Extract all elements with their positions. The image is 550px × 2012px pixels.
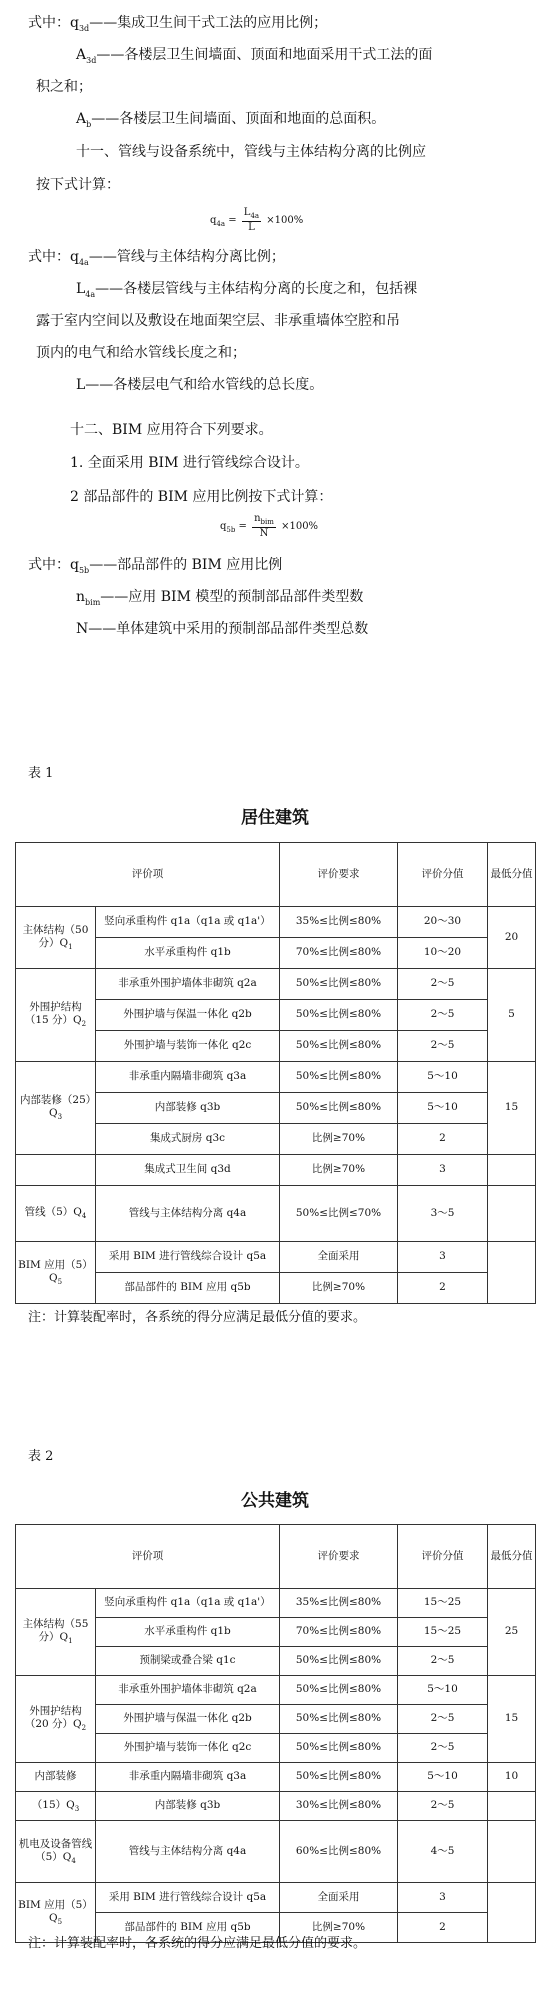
header-requirement: 评价要求 <box>280 1525 398 1589</box>
group-label: BIM 应用$(5)Q_5$ <box>16 1883 96 1943</box>
score-cell: 5～10 <box>398 1763 488 1792</box>
line-l-def: L——各楼层电气和给水管线的总长度。 <box>76 377 324 393</box>
req-cell: 50%≤比例≤80% <box>280 1705 398 1734</box>
item-cell: 部品部件的 BIM 应用 q5b <box>96 1913 280 1943</box>
bim-item-2: 2 部品部件的 BIM 应用比例按下式计算： <box>70 489 333 505</box>
line-l4a-cont2: 顶内的电气和给水管线长度之和； <box>36 345 246 361</box>
group-label: 外围护结构（15 分）$Q_2$ <box>16 969 96 1062</box>
score-cell: 2～5 <box>398 969 488 1000</box>
line-n-def: N——单体建筑中采用的预制部品部件类型总数 <box>76 621 369 637</box>
score-cell: 2 <box>398 1273 488 1304</box>
score-cell: 3 <box>398 1883 488 1913</box>
group-label: 主体结构（50 分）$Q_1$ <box>16 907 96 969</box>
table1-label: 表 1 <box>28 766 54 781</box>
item-cell: 水平承重构件 q1b <box>96 938 280 969</box>
table2-title: 公共建筑 <box>241 1491 309 1511</box>
req-cell: 50%≤比例≤80% <box>280 1093 398 1124</box>
score-cell: 5～10 <box>398 1093 488 1124</box>
score-cell: 20～30 <box>398 907 488 938</box>
group-label: BIM 应用$(5)Q_5$ <box>16 1242 96 1304</box>
min-cell: 5 <box>488 969 536 1062</box>
score-cell: 15～25 <box>398 1589 488 1618</box>
table2-header-row <box>16 1525 536 1589</box>
score-cell: 15～25 <box>398 1618 488 1647</box>
item-cell: 内部装修 q3b <box>96 1093 280 1124</box>
table-row <box>16 1062 536 1093</box>
table1-title: 居住建筑 <box>241 808 309 828</box>
group-label: 内部装修 <box>16 1763 96 1792</box>
item-cell: 预制梁或叠合梁 q1c <box>96 1647 280 1676</box>
item-cell: 非承重外围护墙体非砌筑 q2a <box>96 969 280 1000</box>
item-cell: 采用 BIM 进行管线综合设计 q5a <box>96 1883 280 1913</box>
min-cell <box>488 1792 536 1821</box>
score-cell: 3 <box>398 1242 488 1273</box>
req-cell: 70%≤比例≤80% <box>280 1618 398 1647</box>
item-cell: 竖向承重构件 q1a（q1a 或 q1a'） <box>96 1589 280 1618</box>
table1-header-row <box>16 843 536 907</box>
line-q3d-def: 式中：$q_{3d}——$集成卫生间干式工法的应用比例； <box>28 15 328 33</box>
req-cell: 30%≤比例≤80% <box>280 1792 398 1821</box>
score-cell: 2～5 <box>398 1705 488 1734</box>
group-label: 机电及设备管线$(5)Q_4$ <box>16 1821 96 1883</box>
section-eleven-heading: 十一、管线与设备系统中，管线与主体结构分离的比例应 <box>76 144 426 160</box>
score-cell: 2 <box>398 1913 488 1943</box>
table-row <box>16 969 536 1000</box>
item-cell: 非承重内隔墙非砌筑 q3a <box>96 1062 280 1093</box>
item-cell: 非承重外围护墙体非砌筑 q2a <box>96 1676 280 1705</box>
item-cell: 内部装修 q3b <box>96 1792 280 1821</box>
req-cell: 全面采用 <box>280 1883 398 1913</box>
line-a3d-cont: 积之和； <box>36 79 92 95</box>
line-l4a-def: $L_{4a}——$各楼层管线与主体结构分离的长度之和，包括裸 <box>76 281 418 299</box>
item-cell: 集成式卫生间 q3d <box>96 1155 280 1186</box>
item-cell: 水平承重构件 q1b <box>96 1618 280 1647</box>
table2 <box>15 1524 536 1943</box>
group-label: 外围护结构（20 分）$Q_2$ <box>16 1676 96 1763</box>
group-label: 内部装修$(25)Q_3$ <box>16 1062 96 1155</box>
group-label: $(15)Q_3$ <box>16 1792 96 1821</box>
section-eleven-cont: 按下式计算： <box>36 177 120 193</box>
score-cell: 3～5 <box>398 1186 488 1242</box>
req-cell: 60%≤比例≤80% <box>280 1821 398 1883</box>
header-requirement: 评价要求 <box>280 843 398 907</box>
score-cell: 2～5 <box>398 1647 488 1676</box>
table-row <box>16 1589 536 1618</box>
min-cell <box>488 1186 536 1242</box>
req-cell: 50%≤比例≤80% <box>280 1734 398 1763</box>
score-cell: 2～5 <box>398 1000 488 1031</box>
table-row <box>16 907 536 938</box>
section-twelve-heading: 十二、BIM 应用符合下列要求。 <box>70 422 273 438</box>
req-cell: 50%≤比例≤80% <box>280 1676 398 1705</box>
min-cell: 25 <box>488 1589 536 1676</box>
header-score: 评价分值 <box>398 1525 488 1589</box>
item-cell: 管线与主体结构分离 q4a <box>96 1186 280 1242</box>
header-min: 最低分值 <box>488 1525 536 1589</box>
table-row <box>16 1821 536 1883</box>
req-cell: 50%≤比例≤80% <box>280 969 398 1000</box>
min-cell <box>488 1821 536 1883</box>
table-row <box>16 1186 536 1242</box>
header-item: 评价项 <box>16 1525 280 1589</box>
group-label-empty <box>16 1155 96 1186</box>
score-cell: 2～5 <box>398 1792 488 1821</box>
item-cell: 竖向承重构件 q1a（q1a 或 q1a'） <box>96 907 280 938</box>
formula-q5b: $q_{5b}$ = $\frac{n_{bim}}{N}$ ×100% <box>220 513 319 539</box>
score-cell: 2～5 <box>398 1031 488 1062</box>
item-cell: 外围护墙与保温一体化 q2b <box>96 1705 280 1734</box>
table-row <box>16 1883 536 1913</box>
line-nbim-def: $n_{bim}——$应用 BIM 模型的预制部品部件类型数 <box>76 589 364 607</box>
formula-q4a: $q_{4a}$ = $\frac{L_{4a}}{L}$ ×100% <box>210 207 304 233</box>
item-cell: 部品部件的 BIM 应用 q5b <box>96 1273 280 1304</box>
line-q5b-def: 式中：$q_{5b}——$部品部件的 BIM 应用比例 <box>28 557 283 575</box>
req-cell: 70%≤比例≤80% <box>280 938 398 969</box>
table1-note: 注：计算装配率时，各系统的得分应满足最低分值的要求。 <box>28 1310 367 1325</box>
table-row <box>16 1155 536 1186</box>
req-cell: 比例≥70% <box>280 1273 398 1304</box>
group-label: 主体结构（55 分）$Q_1$ <box>16 1589 96 1676</box>
req-cell: 50%≤比例≤80% <box>280 1062 398 1093</box>
table-row <box>16 1676 536 1705</box>
item-cell: 集成式厨房 q3c <box>96 1124 280 1155</box>
score-cell: 3 <box>398 1155 488 1186</box>
item-cell: 外围护墙与装饰一体化 q2c <box>96 1031 280 1062</box>
min-cell <box>488 1155 536 1186</box>
item-cell: 外围护墙与保温一体化 q2b <box>96 1000 280 1031</box>
table-row <box>16 1763 536 1792</box>
line-ab-def: $A_b——$各楼层卫生间墙面、顶面和地面的总面积。 <box>76 111 386 129</box>
header-item: 评价项 <box>16 843 280 907</box>
item-cell: 非承重内隔墙非砌筑 q3a <box>96 1763 280 1792</box>
table2-note: 注：计算装配率时，各系统的得分应满足最低分值的要求。 <box>28 1936 367 1951</box>
item-cell: 管线与主体结构分离 q4a <box>96 1821 280 1883</box>
min-cell: 10 <box>488 1763 536 1792</box>
line-l4a-cont1: 露于室内空间以及敷设在地面架空层、非承重墙体空腔和吊 <box>36 313 400 329</box>
table2-label: 表 2 <box>28 1449 54 1464</box>
req-cell: 比例≥70% <box>280 1913 398 1943</box>
item-cell: 外围护墙与装饰一体化 q2c <box>96 1734 280 1763</box>
req-cell: 50%≤比例≤80% <box>280 1000 398 1031</box>
min-cell: 20 <box>488 907 536 969</box>
score-cell: 2～5 <box>398 1734 488 1763</box>
req-cell: 比例≥70% <box>280 1155 398 1186</box>
req-cell: 50%≤比例≤80% <box>280 1031 398 1062</box>
score-cell: 10～20 <box>398 938 488 969</box>
req-cell: 35%≤比例≤80% <box>280 1589 398 1618</box>
score-cell: 2 <box>398 1124 488 1155</box>
line-q4a-def: 式中：$q_{4a}——$管线与主体结构分离比例； <box>28 249 285 267</box>
req-cell: 比例≥70% <box>280 1124 398 1155</box>
table1 <box>15 842 536 1304</box>
table-row <box>16 1242 536 1273</box>
item-cell: 采用 BIM 进行管线综合设计 q5a <box>96 1242 280 1273</box>
min-cell <box>488 1242 536 1304</box>
group-label: 管线$(5)Q_4$ <box>16 1186 96 1242</box>
min-cell <box>488 1883 536 1943</box>
req-cell: 50%≤比例≤70% <box>280 1186 398 1242</box>
score-cell: 4～5 <box>398 1821 488 1883</box>
score-cell: 5～10 <box>398 1062 488 1093</box>
score-cell: 5～10 <box>398 1676 488 1705</box>
table-row <box>16 1792 536 1821</box>
min-cell: 15 <box>488 1062 536 1155</box>
req-cell: 35%≤比例≤80% <box>280 907 398 938</box>
req-cell: 50%≤比例≤80% <box>280 1763 398 1792</box>
header-score: 评价分值 <box>398 843 488 907</box>
line-a3d-def: $A_{3d}——$各楼层卫生间墙面、顶面和地面采用干式工法的面 <box>76 47 433 65</box>
req-cell: 50%≤比例≤80% <box>280 1647 398 1676</box>
req-cell: 全面采用 <box>280 1242 398 1273</box>
bim-item-1: 1. 全面采用 BIM 进行管线综合设计。 <box>70 455 309 471</box>
min-cell: 15 <box>488 1676 536 1763</box>
header-min: 最低分值 <box>488 843 536 907</box>
